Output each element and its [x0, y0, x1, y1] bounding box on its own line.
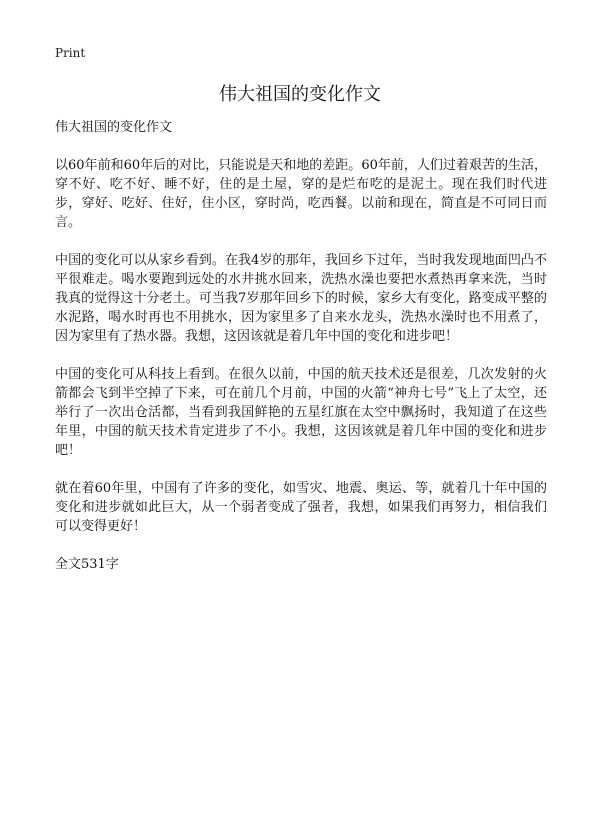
page-title: 伟大祖国的变化作文	[219, 84, 381, 105]
word-count: 全文531字	[55, 557, 119, 572]
print-link[interactable]: Print	[55, 46, 86, 60]
paragraph-2: 中国的变化可以从家乡看到。在我4岁的那年，我回乡下过年，当时我发现地面凹凸不平很难走。喝水要跑到远处的水井挑水回来，洗热水澡也要把水煮热再拿来洗，当时我真的觉得这十分老土。可当我7岁那年回乡下的时候，家乡大有变化，路变成平整的水泥路，喝水时再也不用挑水，因为家里多了自来水龙头，洗热水澡时也不用煮了，因为家里有了热水器。我想，这因该就是着几年中国的变化和进步吧！	[55, 253, 547, 344]
article-subtitle: 伟大祖国的变化作文	[55, 120, 173, 135]
paragraph-3: 中国的变化可从科技上看到。在很久以前，中国的航天技术还是很差，几次发射的火箭都会飞到半空掉了下来，可在前几个月前，中国的火箭“神舟七号”飞上了太空，还举行了一次出仓活都，当看到我国鲜艳的五星红旗在太空中飘扬时，我知道了在这些年里，中国的航天技术肯定进步了不小。我想，这因该就是着几年中国的变化和进步吧！	[55, 367, 547, 458]
paragraph-4: 就在着60年里，中国有了许多的变化，如雪灾、地震、奥运、等，就着几十年中国的变化和进步就如此巨大，从一个弱者变成了强者，我想，如果我们再努力，相信我们可以变得更好！	[55, 481, 547, 534]
article-body	[55, 118, 547, 574]
paragraph-1: 以60年前和60年后的对比，只能说是天和地的差距。60年前，人们过着艰苦的生活，穿不好、吃不好、睡不好，住的是土屋，穿的是烂布吃的是泥土。现在我们时代进步，穿好、吃好、住好，住小区，穿时尚，吃西餐。以前和现在，简直是不可同日而言。	[55, 158, 547, 230]
